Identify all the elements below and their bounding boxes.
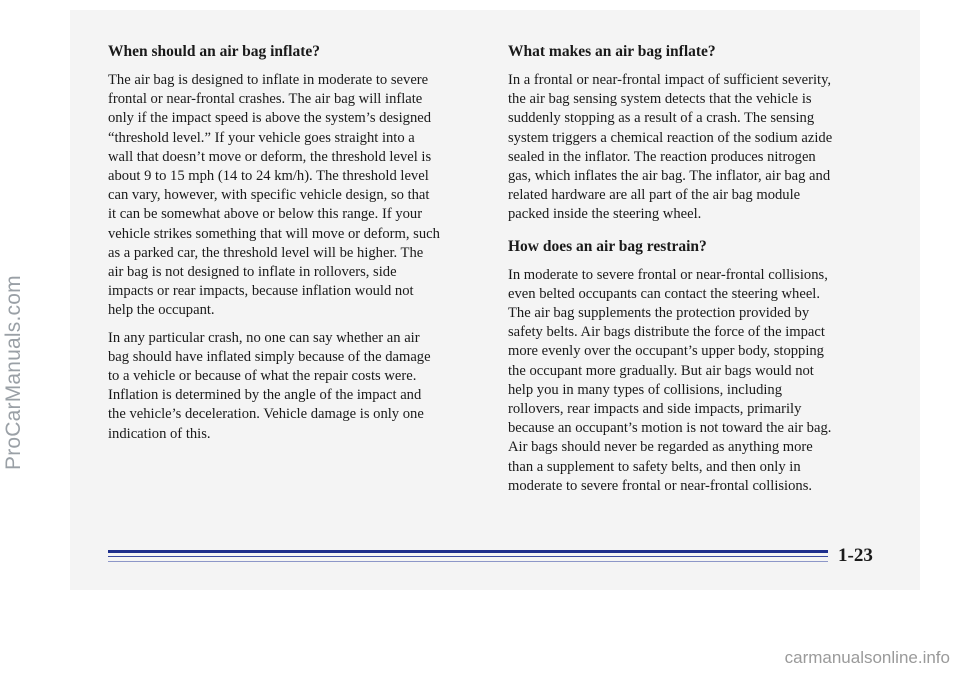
heading-how-restrain: How does an air bag restrain? [508, 237, 707, 255]
paragraph-sensing-system: In a frontal or near-frontal impact of sufficient severity, the air bag sensing system detects that the vehicle is suddenly stopping as a result of a crash. The sensing system triggers a chemical reaction of the sodium azide sealed in the inflator. The reaction produces nitrogen gas, which inflates the air bag. The inflator, air bag and related hardware are all part of the air bag module packed inside the steering wheel. [508, 72, 833, 223]
footer-rule-thin-lower [108, 561, 828, 562]
footer-rule-thin [108, 556, 828, 557]
page-number: 1-23 [838, 545, 873, 566]
bottom-watermark: carmanualsonline.info [784, 648, 950, 667]
left-column [108, 42, 480, 452]
footer-rule-thick [108, 550, 828, 553]
paragraph-inflate-design: The air bag is designed to inflate in moderate to severe frontal or near-frontal crashes. The air bag will inflate only if the impact speed is above the system’s designed “threshold level.” If your vehicle goes straight into a wall that doesn’t move or deform, the threshold level is about 9 to 15 mph (14 to 24 km/h). The threshold level can vary, however, with specific vehicle design, so that it can be somewhat above or below this range. If your vehicle strikes something that will move or deform, such as a parked car, the threshold level will be higher. The air bag is not designed to inflate in rollovers, side impacts or rear impacts, because inflation would not help the occupant. [108, 72, 440, 319]
paragraph-inflation-determined: In any particular crash, no one can say whether an air bag should have inflated simply because of the damage to a vehicle or because of what the repair costs were. Inflation is determined by the angle of the impact and the vehicle’s deceleration. Vehicle damage is only one indication of this. [108, 329, 431, 442]
heading-when-inflate: When should an air bag inflate? [108, 43, 321, 60]
heading-what-makes-inflate: What makes an air bag inflate? [508, 43, 716, 60]
paragraph-restrain: In moderate to severe frontal or near-frontal collisions, even belted occupants can contact the steering wheel. The air bag supplements the protection provided by safety belts. Air bags distribute the force of the impact more evenly over the occupant’s upper body, stopping the occupant more gradually. But air bags would not help you in many types of collisions, including rollovers, rear impacts and side impacts, primarily because an occupant’s motion is not toward the air bag. Air bags should never be regarded as anything more than a supplement to safety belts, and then only in moderate to severe frontal or near-frontal collisions. [508, 266, 832, 494]
side-watermark: ProCarManuals.com [2, 275, 25, 470]
right-column [508, 42, 880, 504]
